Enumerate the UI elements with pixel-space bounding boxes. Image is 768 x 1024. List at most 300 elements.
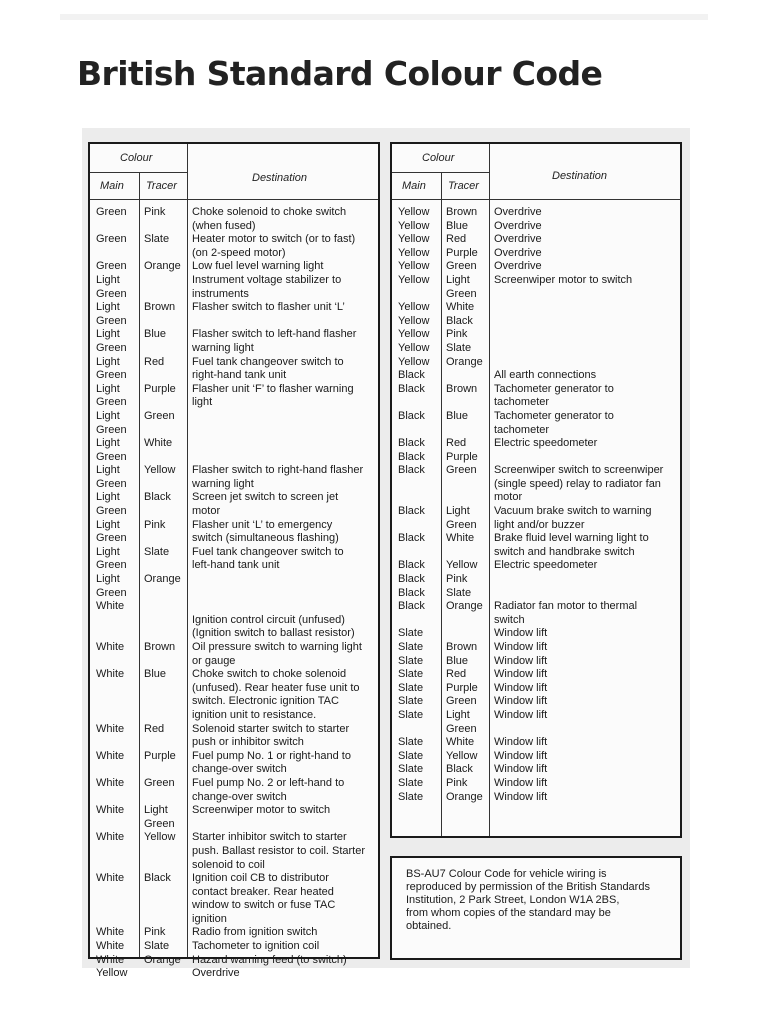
cell-text: Green: [96, 396, 127, 409]
cell-text: Screenwiper motor to switch: [494, 273, 633, 286]
cell-text: or gauge: [192, 654, 236, 667]
tracer-colour-cell: [139, 328, 187, 355]
table-row: [392, 573, 680, 587]
tracer-colour-cell: [139, 872, 187, 926]
cell-text: Radio from ignition switch: [192, 926, 318, 939]
main-colour-cell: [392, 559, 441, 573]
destination-cell: [489, 410, 680, 437]
cell-text: Choke switch to choke solenoid: [192, 668, 347, 681]
cell-text: Choke solenoid to choke switch: [192, 206, 347, 218]
cell-text: Fuel tank changeover switch to: [192, 545, 344, 558]
cell-text: Brown: [144, 641, 176, 653]
cell-text: Light: [96, 491, 120, 504]
table-row: [90, 641, 378, 668]
cell-text: Light: [96, 545, 120, 558]
cell-text: Pink: [446, 573, 468, 586]
cell-text: White: [446, 301, 475, 314]
tracer-colour-cell: [139, 356, 187, 383]
cell-text: Red: [446, 668, 467, 681]
cell-text: Yellow: [398, 328, 430, 341]
cell-text: Brown: [144, 301, 176, 314]
cell-text: Light: [96, 328, 120, 341]
cell-text: Vacuum brake switch to warning: [494, 505, 652, 518]
cell-text: White: [96, 641, 125, 653]
cell-text: Green: [96, 233, 127, 246]
table-row: [392, 437, 680, 451]
destination-cell: [187, 274, 378, 301]
cell-text: White: [96, 600, 125, 613]
table-row: [90, 260, 378, 274]
cell-text: Radiator fan motor to thermal: [494, 600, 638, 613]
footnote-line: BS-AU7 Colour Code for vehicle wiring is: [406, 868, 607, 880]
main-colour-cell: [90, 668, 139, 722]
cell-text: (unfused). Rear heater fuse unit to: [192, 681, 360, 694]
tracer-colour-cell: [441, 655, 489, 669]
cell-text: ignition unit to resistance.: [192, 708, 317, 721]
cell-text: Screenwiper switch to screenwiper: [494, 464, 664, 477]
main-colour-cell: [90, 641, 139, 668]
main-colour-cell: [90, 546, 139, 573]
cell-text: right-hand tank unit: [192, 369, 287, 382]
table-row: [392, 668, 680, 682]
cell-text: White: [96, 722, 125, 735]
footnote-line: obtained.: [406, 920, 452, 932]
cell-text: Green: [96, 423, 127, 436]
table-row: [392, 464, 680, 505]
tracer-colour-cell: [441, 220, 489, 234]
cell-text: Slate: [398, 736, 424, 749]
destination-cell: [187, 668, 378, 722]
tracer-colour-cell: [139, 573, 187, 600]
tracer-colour-cell: [441, 695, 489, 709]
main-colour-cell: [90, 831, 139, 872]
cell-text: [494, 315, 680, 329]
cell-text: Light: [96, 518, 120, 531]
cell-text: Brown: [446, 206, 478, 218]
main-colour-cell: [392, 641, 441, 655]
destination-cell: [489, 220, 680, 234]
cell-text: Red: [144, 722, 165, 735]
table-row: [90, 491, 378, 518]
cell-text: Window lift: [494, 708, 548, 721]
main-colour-cell: [90, 233, 139, 260]
cell-text: light: [192, 396, 213, 409]
cell-text: (Ignition switch to ballast resistor): [192, 627, 355, 640]
cell-text: Green: [96, 287, 127, 300]
destination-cell: [489, 328, 680, 342]
cell-text: push. Ballast resistor to coil. Starter: [192, 844, 366, 857]
cell-text: Window lift: [494, 776, 548, 789]
cell-text: window to switch or fuse TAC: [192, 899, 336, 912]
cell-text: Light: [96, 273, 120, 286]
cell-text: switch. Electronic ignition TAC: [192, 695, 339, 708]
cell-text: Blue: [144, 328, 167, 341]
destination-cell: [489, 383, 680, 410]
destination-cell: [187, 804, 378, 831]
table-row: [90, 464, 378, 491]
destination-cell: [489, 233, 680, 247]
table-row: [392, 791, 680, 805]
cell-text: Pink: [446, 776, 468, 789]
destination-cell: [187, 600, 378, 641]
destination-cell: [489, 559, 680, 573]
cell-text: Flasher unit ‘L’ to emergency: [192, 518, 333, 531]
cell-text: Black: [398, 369, 425, 382]
tracer-colour-cell: [441, 247, 489, 261]
cell-text: Yellow: [398, 246, 430, 259]
cell-text: Blue: [446, 409, 469, 422]
cell-text: Red: [446, 233, 467, 246]
destination-cell: [187, 410, 378, 437]
cell-text: Slate: [398, 641, 424, 653]
right-colour-table: [390, 142, 682, 838]
cell-text: Yellow: [398, 314, 430, 327]
destination-cell: [489, 301, 680, 315]
cell-text: light and/or buzzer: [494, 518, 585, 531]
main-colour-cell: [90, 750, 139, 777]
tracer-colour-cell: [441, 410, 489, 437]
destination-cell: [489, 342, 680, 356]
cell-text: Yellow: [144, 831, 176, 844]
cell-text: Yellow: [398, 341, 430, 354]
destination-cell: [489, 668, 680, 682]
tracer-colour-cell: [441, 369, 489, 383]
header-colour: Colour: [120, 152, 153, 164]
table-row: [392, 505, 680, 532]
destination-cell: [187, 546, 378, 573]
header-main: Main: [402, 180, 426, 192]
cell-text: Light: [96, 355, 120, 368]
cell-text: Green: [96, 505, 127, 518]
cell-text: White: [446, 736, 475, 749]
cell-text: Pink: [446, 328, 468, 341]
destination-cell: [489, 356, 680, 370]
cell-text: switch (simultaneous flashing): [192, 532, 339, 545]
tracer-colour-cell: [441, 682, 489, 696]
tracer-colour-cell: [139, 491, 187, 518]
main-colour-cell: [392, 600, 441, 627]
main-colour-cell: [90, 519, 139, 546]
cell-text: Flasher switch to left-hand flasher: [192, 328, 357, 341]
cell-text: Yellow: [398, 355, 430, 368]
cell-text: contact breaker. Rear heated: [192, 885, 334, 898]
destination-cell: [489, 587, 680, 601]
tracer-colour-cell: [139, 274, 187, 301]
table-row: [392, 369, 680, 383]
cell-text: Light: [96, 382, 120, 395]
table-row: [90, 804, 378, 831]
header-main: Main: [100, 180, 124, 192]
tracer-colour-cell: [139, 233, 187, 260]
main-colour-cell: [392, 342, 441, 356]
cell-text: Yellow: [144, 464, 176, 477]
cell-text: Slate: [446, 341, 472, 354]
cell-text: Light: [96, 301, 120, 314]
cell-text: Green: [96, 450, 127, 463]
main-colour-cell: [392, 655, 441, 669]
cell-text: Orange: [144, 953, 181, 966]
tracer-colour-cell: [441, 709, 489, 736]
main-colour-cell: [392, 328, 441, 342]
cell-text: Overdrive: [494, 246, 542, 259]
cell-text: [144, 600, 187, 614]
cell-text: Ignition control circuit (unfused): [192, 613, 345, 626]
cell-text: [446, 627, 489, 641]
tracer-colour-cell: [139, 804, 187, 831]
main-colour-cell: [392, 573, 441, 587]
main-colour-cell: [90, 260, 139, 274]
cell-text: Slate: [398, 627, 424, 640]
cell-text: Tachometer to ignition coil: [192, 940, 320, 953]
cell-text: change-over switch: [192, 763, 287, 776]
table-row: [90, 723, 378, 750]
header-divider: [90, 199, 378, 200]
cell-text: Light: [96, 409, 120, 422]
main-colour-cell: [392, 247, 441, 261]
table-row: [392, 356, 680, 370]
cell-text: Red: [144, 355, 165, 368]
cell-text: Yellow: [398, 301, 430, 314]
cell-text: tachometer: [494, 396, 550, 409]
cell-text: Hazard warning feed (to switch): [192, 953, 347, 966]
cell-text: tachometer: [494, 423, 550, 436]
tracer-colour-cell: [441, 505, 489, 532]
main-colour-cell: [90, 383, 139, 410]
table-row: [392, 206, 680, 220]
main-colour-cell: [392, 356, 441, 370]
cell-text: [192, 573, 378, 587]
table-row: [392, 695, 680, 709]
header-divider: [392, 199, 680, 200]
table-row: [392, 342, 680, 356]
main-colour-cell: [392, 777, 441, 791]
main-colour-cell: [90, 301, 139, 328]
tracer-colour-cell: [441, 668, 489, 682]
tracer-colour-cell: [441, 763, 489, 777]
cell-text: Green: [144, 817, 175, 830]
table-row: [90, 872, 378, 926]
main-colour-cell: [90, 206, 139, 233]
tracer-colour-cell: [441, 641, 489, 655]
cell-text: Black: [144, 491, 171, 504]
table-row: [392, 641, 680, 655]
cell-text: Slate: [398, 708, 424, 721]
cell-text: Flasher unit ‘F’ to flasher warning: [192, 382, 354, 395]
footnote-line: Institution, 2 Park Street, London W1A 2BS,: [406, 894, 620, 906]
main-colour-cell: [392, 709, 441, 736]
destination-cell: [187, 464, 378, 491]
cell-text: Light: [446, 273, 470, 286]
destination-cell: [489, 451, 680, 465]
table-row: [392, 247, 680, 261]
table-row: [90, 940, 378, 954]
cell-text: Solenoid starter switch to starter: [192, 722, 350, 735]
table-row: [392, 532, 680, 559]
page-title: British Standard Colour Code: [77, 54, 603, 93]
cell-text: Pink: [144, 926, 166, 939]
table-row: [392, 315, 680, 329]
table-row: [90, 750, 378, 777]
table-row: [90, 967, 378, 981]
cell-text: instruments: [192, 287, 249, 300]
cell-text: Light: [446, 708, 470, 721]
cell-text: Purple: [446, 681, 478, 694]
destination-cell: [489, 736, 680, 750]
cell-text: switch: [494, 613, 525, 626]
tracer-colour-cell: [139, 546, 187, 573]
cell-text: Screen jet switch to screen jet: [192, 491, 339, 504]
cell-text: [494, 356, 680, 370]
destination-cell: [187, 777, 378, 804]
tracer-colour-cell: [139, 260, 187, 274]
destination-cell: [187, 328, 378, 355]
cell-text: Black: [398, 573, 425, 586]
cell-text: Heater motor to switch (or to fast): [192, 233, 356, 246]
cell-text: (on 2-speed motor): [192, 246, 286, 259]
table-row: [90, 831, 378, 872]
table-row: [392, 750, 680, 764]
cell-text: Green: [96, 260, 127, 273]
main-colour-cell: [392, 736, 441, 750]
cell-text: Window lift: [494, 627, 548, 640]
cell-text: Green: [446, 722, 477, 735]
cell-text: Green: [96, 206, 127, 218]
cell-text: Flasher switch to right-hand flasher: [192, 464, 364, 477]
cell-text: Overdrive: [494, 260, 542, 273]
table-row: [392, 274, 680, 301]
table-row: [90, 410, 378, 437]
destination-cell: [187, 926, 378, 940]
table-row: [90, 573, 378, 600]
main-colour-cell: [392, 532, 441, 559]
cell-text: warning light: [192, 477, 254, 490]
main-colour-cell: [392, 791, 441, 805]
cell-text: [494, 328, 680, 342]
tracer-colour-cell: [441, 532, 489, 559]
table-row: [90, 206, 378, 233]
cell-text: (when fused): [192, 219, 256, 232]
cell-text: Brake fluid level warning light to: [494, 532, 649, 545]
cell-text: Green: [446, 518, 477, 531]
main-colour-cell: [90, 954, 139, 968]
cell-text: Yellow: [398, 233, 430, 246]
main-colour-cell: [90, 410, 139, 437]
tracer-colour-cell: [139, 383, 187, 410]
destination-cell: [489, 763, 680, 777]
cell-text: push or inhibitor switch: [192, 736, 304, 749]
tracer-colour-cell: [139, 967, 187, 981]
cell-text: Slate: [398, 790, 424, 803]
main-colour-cell: [90, 872, 139, 926]
tracer-colour-cell: [139, 668, 187, 722]
cell-text: White: [96, 926, 125, 939]
tracer-colour-cell: [441, 356, 489, 370]
cell-text: Window lift: [494, 790, 548, 803]
cell-text: Yellow: [398, 219, 430, 232]
cell-text: [144, 274, 187, 288]
tracer-colour-cell: [441, 587, 489, 601]
cell-text: switch and handbrake switch: [494, 545, 635, 558]
table-row: [90, 328, 378, 355]
cell-text: [494, 573, 680, 587]
table-row: [90, 519, 378, 546]
cell-text: Green: [96, 369, 127, 382]
left-colour-table: [88, 142, 380, 980]
destination-cell: [187, 831, 378, 872]
destination-cell: [489, 505, 680, 532]
footnote-box: [390, 856, 682, 960]
tracer-colour-cell: [441, 736, 489, 750]
table-row: [90, 437, 378, 464]
main-colour-cell: [392, 301, 441, 315]
main-colour-cell: [90, 274, 139, 301]
cell-text: Green: [446, 260, 477, 273]
table-row: [90, 668, 378, 722]
cell-text: Slate: [398, 776, 424, 789]
cell-text: Black: [398, 382, 425, 395]
main-colour-cell: [392, 682, 441, 696]
cell-text: White: [446, 532, 475, 545]
tracer-colour-cell: [139, 301, 187, 328]
cell-text: Pink: [144, 206, 166, 218]
cell-text: Fuel pump No. 2 or left-hand to: [192, 776, 345, 789]
cell-text: Green: [144, 409, 175, 422]
cell-text: Green: [446, 464, 477, 477]
cell-text: Yellow: [446, 559, 478, 572]
destination-cell: [187, 383, 378, 410]
cell-text: Window lift: [494, 749, 548, 762]
main-colour-cell: [392, 274, 441, 301]
destination-cell: [187, 519, 378, 546]
table-row: [90, 546, 378, 573]
cell-text: Slate: [144, 233, 170, 246]
cell-text: Black: [398, 600, 425, 613]
cell-text: Purple: [446, 246, 478, 259]
main-colour-cell: [392, 220, 441, 234]
cell-text: Tachometer generator to: [494, 409, 614, 422]
destination-cell: [187, 872, 378, 926]
main-colour-cell: [392, 437, 441, 451]
cell-text: [192, 600, 378, 614]
table-row: [392, 709, 680, 736]
table-row: [392, 233, 680, 247]
tracer-colour-cell: [139, 831, 187, 872]
right-table-body: [392, 206, 680, 804]
tracer-colour-cell: [139, 206, 187, 233]
cell-text: Green: [96, 559, 127, 572]
destination-cell: [187, 206, 378, 233]
left-table-body: [90, 206, 378, 981]
tracer-colour-cell: [441, 464, 489, 505]
cell-text: Black: [398, 532, 425, 545]
main-colour-cell: [90, 600, 139, 641]
cell-text: Orange: [446, 355, 483, 368]
cell-text: Green: [96, 314, 127, 327]
destination-cell: [489, 627, 680, 641]
destination-cell: [489, 641, 680, 655]
top-bar: [60, 14, 708, 20]
tracer-colour-cell: [441, 206, 489, 220]
destination-cell: [187, 491, 378, 518]
cell-text: Green: [96, 341, 127, 354]
table-row: [90, 274, 378, 301]
tracer-colour-cell: [139, 926, 187, 940]
cell-text: [494, 587, 680, 601]
cell-text: Instrument voltage stabilizer to: [192, 273, 342, 286]
cell-text: Window lift: [494, 763, 548, 776]
tracer-colour-cell: [441, 315, 489, 329]
cell-text: White: [96, 749, 125, 762]
